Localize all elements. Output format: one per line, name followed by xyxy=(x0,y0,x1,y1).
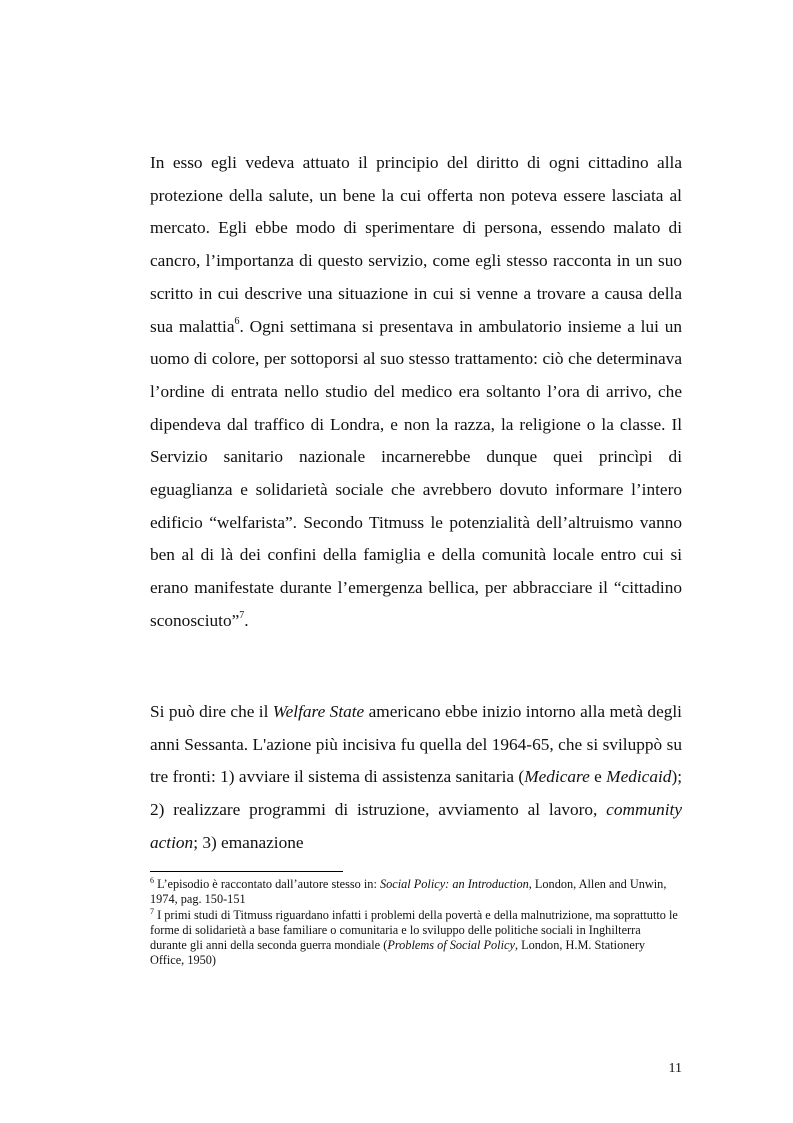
footnotes xyxy=(150,877,680,970)
paragraph-1-text-b: . Ogni settimana si presentava in ambulatorio insieme a lui un uomo di colore, per sottoporsi al suo stesso trattamento: ciò che determinava l’ordine di entrata nello studio del medico era soltanto l’ora di arrivo, che dipendeva dal traffico di Londra, e non la razza, la religione o la classe. Il Servizio sanitario nazionale incarnerebbe dunque quei princìpi di eguaglianza e solidarietà sociale che avrebbero dovuto informare l’intero edificio “welfarista”. Secondo Titmuss le potenzialità dell’altruismo vanno ben al di là dei confini della famiglia e della comunità locale entro cui si erano manifestate durante l’emergenza bellica, per abbracciare il “cittadino sconosciuto” xyxy=(150,316,682,630)
medicare-term: Medicare xyxy=(524,767,590,787)
paragraph-2 xyxy=(150,696,682,860)
footnote-7-title: Problems of Social Policy xyxy=(387,938,515,953)
medicaid-term: Medicaid xyxy=(606,767,672,787)
paragraph-2-text-e: ; 3) emanazione xyxy=(193,832,304,852)
footnote-6-marker: 6 xyxy=(150,875,154,885)
paragraph-1 xyxy=(150,147,682,638)
paragraph-2-text-b: americano ebbe inizio intorno alla metà degli anni Sessanta. L'azione più incisiva fu quella del 1964-65, che si sviluppò su tre fronti: 1) avviare il sistema di assistenza sanitaria ( xyxy=(150,702,682,787)
paragraph-2-text-a: Si può dire che il xyxy=(150,702,273,721)
footnote-7 xyxy=(150,908,680,968)
footnote-7-marker: 7 xyxy=(150,907,154,917)
paragraph-2-text-d: ); 2) realizzare programmi di istruzione, avviamento al lavoro, xyxy=(150,767,682,820)
paragraph-2-text-c: e xyxy=(589,767,607,787)
footnote-separator xyxy=(150,871,343,872)
footnote-7-text-b: , London, H.M. Stationery Office, 1950) xyxy=(150,938,646,968)
footnote-ref-6[interactable]: 6 xyxy=(234,315,240,327)
footnote-6-title: Social Policy: an Introduction xyxy=(379,877,529,891)
footnote-ref-7[interactable]: 7 xyxy=(239,610,245,622)
welfare-state-term: Welfare State xyxy=(272,702,365,721)
paragraph-1-text-a: In esso egli vedeva attuato il principio del diritto di ogni cittadino alla protezione della salute, un bene la cui offerta non poteva essere lasciata al mercato. Egli ebbe modo di sperimentare di persona, essendo malato di cancro, l’importanza di questo servizio, come egli stesso racconta in un suo scritto in cui descrive una situazione in cui si venne a trovare a causa della sua malattia xyxy=(150,153,682,336)
footnote-6 xyxy=(150,877,680,907)
footnote-6-text-a: L’episodio è raccontato dall’autore stesso in: xyxy=(154,877,380,891)
page-number: 11 xyxy=(668,1061,682,1076)
footnote-7-text-a: I primi studi di Titmuss riguardano infatti i problemi della povertà e della malnutrizione, ma soprattutto le forme di solidarietà a base familiare o comunitaria e lo sviluppo delle politiche sociali in Inghilterra durante gli anni della seconda guerra mondiale ( xyxy=(150,908,678,953)
community-action-term: community action xyxy=(150,800,682,852)
paragraph-1-text-c: . xyxy=(244,610,249,630)
footnote-6-text-b: , London, Allen and Unwin, 1974, pag. 150-151 xyxy=(150,877,667,907)
